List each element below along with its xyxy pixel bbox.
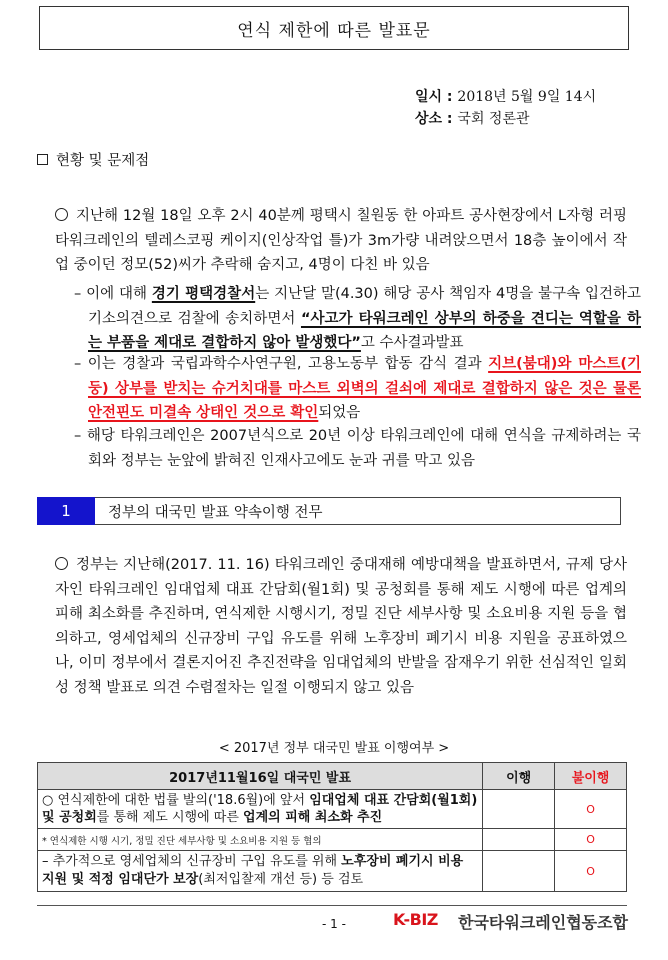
- page-number: - 1 -: [322, 917, 346, 931]
- organization-name: 한국타워크레인협동조합: [458, 913, 629, 932]
- section-1-paragraph: 정부는 지난해(2017. 11. 16) 타워크레인 중대재해 예방대책을 발표하면서, 규제 당사자인 타워크레인 임대업체 대표 간담회(월1회) 및 공청회를 통해 제도 시행에 따른 업계의 피해 최소화를 추진하며, 연식제한 시행시기, 정밀 진단 세부사항 및 소요비용 지원 등을 협의하고, 영세업체의 신규장비 구입 유도를 위해 노후장비 폐기시 비용 지원을 공표하였으나, 이미 정부에서 결론지어진 추진전략을 임대업체의 반발을 잠재우기 위한 선심적인 일회성 정책 발표로 의견 수렴절차는 일절 이행되지 않고 있음: [55, 557, 627, 696]
- table-header-announcement: 2017년11월16일 대국민 발표: [38, 763, 483, 790]
- place-value: 국회 정론관: [457, 111, 530, 127]
- table-cell-done: [483, 851, 555, 892]
- pledge-table: [37, 762, 627, 892]
- table-row: [38, 790, 627, 829]
- section-1-title: 정부의 대국민 발표 약속이행 전무: [108, 505, 323, 521]
- table-cell-done: [483, 790, 555, 829]
- table-header-row: [38, 763, 627, 790]
- table-cell-notdone: O: [555, 790, 627, 829]
- square-bullet-icon: [37, 154, 48, 165]
- table-row: [38, 851, 627, 892]
- date-value: 2018년 5월 9일 14시: [457, 89, 597, 105]
- circle-bullet-icon: [55, 557, 68, 570]
- section-heading-status: [37, 149, 149, 170]
- table-row: [38, 829, 627, 851]
- section-heading-text: 현황 및 문제점: [56, 153, 150, 169]
- status-sub-paragraph-3: – 해당 타워크레인은 2007년식으로 20년 이상 타워크레인에 대해 연식을 규제하려는 국회와 정부는 눈앞에 밝혀진 인재사고에도 눈과 귀를 막고 있음: [74, 428, 642, 469]
- table-header-done: 이행: [483, 763, 555, 790]
- status-sub-paragraph-2: – 이는 경찰과 국립과학수사연구원, 고용노동부 합동 감식 결과 지브(붐대)와 마스트(기둥) 상부를 받치는 슈거치대를 마스트 외벽의 걸쇠에 제대로 결합하지 않은 것은 물론 안전핀도 미결속 상태인 것으로 확인되었음: [74, 356, 641, 421]
- document-title: 연식 제한에 따른 발표문: [237, 20, 431, 41]
- kbiz-logo: K-BIZ: [393, 910, 438, 929]
- document-title-box: [39, 6, 629, 50]
- table-cell-item: * 연식제한 시행 시기, 정밀 진단 세부사항 및 소요비용 지원 등 협의: [38, 829, 483, 851]
- status-sub-paragraph-1: – 이에 대해 경기 평택경찰서는 지난달 말(4.30) 해당 공사 책임자 4명을 불구속 입건하고 기소의견으로 검찰에 송치하면서 “사고가 타워크레인 상부의 하중을 견디는 역할을 하는 부품을 제대로 결합하지 않아 발생했다”고 수사결과발표: [74, 286, 642, 351]
- meta-date: 일시 : 2018년 5월 9일 14시: [415, 89, 597, 105]
- table-cell-notdone: O: [555, 851, 627, 892]
- date-label: 일시: [415, 89, 443, 105]
- circle-bullet-icon: [55, 208, 68, 221]
- status-main-paragraph: 지난해 12월 18일 오후 2시 40분께 평택시 칠원동 한 아파트 공사현장에서 L자형 러핑 타워크레인의 텔레스코핑 케이지(인상작업 틀)가 3m가량 내려앉으면서 18층 높이에서 작업 중이던 정모(52)씨가 추락해 숨지고, 4명이 다친 바 있음: [55, 208, 627, 273]
- section-1-number: 1: [37, 497, 95, 525]
- table-cell-item: ○ 연식제한에 대한 법률 발의('18.6월)에 앞서 임대업체 대표 간담회(월1회) 및 공청회를 통해 제도 시행에 따른 업계의 피해 최소화 추진: [38, 790, 483, 829]
- table-header-notdone: 불이행: [555, 763, 627, 790]
- table-cell-item: – 추가적으로 영세업체의 신규장비 구입 유도를 위해 노후장비 폐기시 비용 지원 및 적정 임대단가 보장(최저입찰제 개선 등) 등 검토: [38, 851, 483, 892]
- meta-place: 상소 : 국회 정론관: [415, 111, 530, 127]
- table-cell-notdone: O: [555, 829, 627, 851]
- table-cell-done: [483, 829, 555, 851]
- table-caption: < 2017년 정부 대국민 발표 이행여부 >: [218, 741, 450, 756]
- place-label: 상소: [415, 111, 443, 127]
- footer-divider: [37, 905, 627, 906]
